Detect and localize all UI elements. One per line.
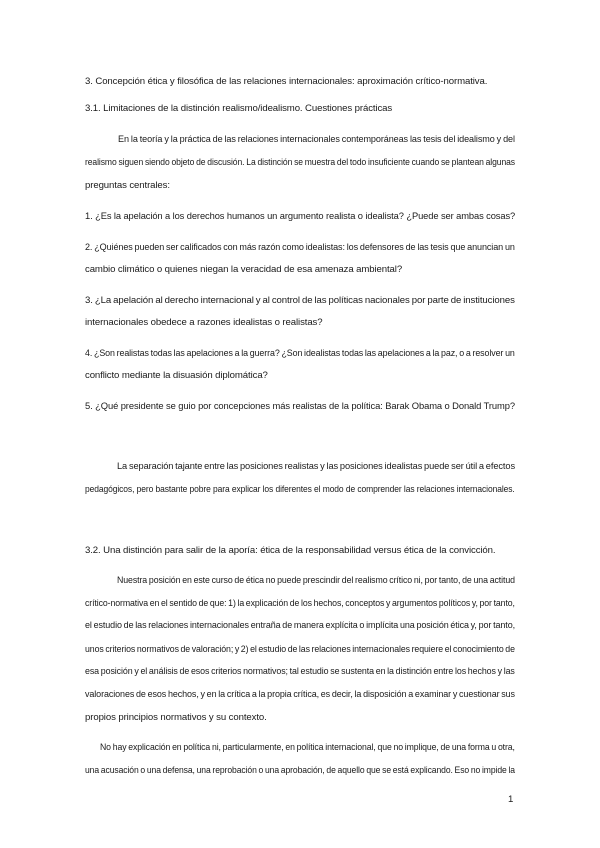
position-paragraph-line: el estudio de las relaciones internacionales entraña de manera explícita o implícita una posición ética y, por tanto,	[85, 620, 515, 631]
explanation-paragraph-line: No hay explicación en política ni, particularmente, en política internacional, que no implique, de una forma u otra,	[100, 742, 515, 753]
intro-paragraph-line: preguntas centrales:	[85, 180, 170, 191]
explanation-paragraph-line: una acusación o una defensa, una reprobación o una aprobación, de aquello que se está explicando. Eso no impide la	[85, 765, 515, 776]
position-paragraph-line: valoraciones de esos hechos, y en la crítica a la propia crítica, es decir, la disposición a examinar y cuestionar sus	[85, 689, 515, 700]
section-heading-3-2-line: 3.2. Una distinción para salir de la aporía: ética de la responsabilidad versus ética de la convicción.	[85, 545, 496, 556]
position-paragraph-line: unos criterios normativos de valoración; y 2) el estudio de las relaciones internacionales requiere el conocimiento de	[85, 644, 515, 655]
section-heading-3-1-line: 3.1. Limitaciones de la distinción realismo/idealismo. Cuestiones prácticas	[85, 103, 393, 114]
intro-paragraph-line: realismo siguen siendo objeto de discusión. La distinción se muestra del todo insuficiente cuando se plantean algunas	[85, 157, 515, 168]
question-4-line: 4. ¿Son realistas todas las apelaciones a la guerra? ¿Son idealistas todas las apelaciones a la paz, o a resolver un	[85, 348, 515, 359]
question-3-line: internacionales obedece a razones idealistas o realistas?	[85, 317, 323, 328]
position-paragraph-line: esa posición y el análisis de esos criterios normativos; tal estudio se sustenta en la distinción entre los hechos y las	[85, 666, 515, 677]
position-paragraph-line: propios principios normativos y su contexto.	[85, 712, 267, 723]
section-heading-3-line: 3. Concepción ética y filosófica de las relaciones internacionales: aproximación crítico-normativa.	[85, 76, 488, 87]
separation-paragraph-line: La separación tajante entre las posiciones realistas y las posiciones idealistas puede ser útil a efectos	[117, 461, 515, 472]
question-4-line: conflicto mediante la disuasión diplomática?	[85, 370, 268, 381]
question-5-line: 5. ¿Qué presidente se guio por concepciones más realistas de la política: Barak Obama o Donald Trump?	[85, 401, 515, 412]
position-paragraph-line: crítico-normativa en el sentido de que: 1) la explicación de los hechos, conceptos y argumentos políticos y, por tanto,	[85, 598, 515, 609]
separation-paragraph-line: pedagógicos, pero bastante pobre para explicar los diferentes el modo de comprender las relaciones internacionales.	[85, 484, 515, 495]
question-2-line: cambio climático o quienes niegan la veracidad de esa amenaza ambiental?	[85, 264, 403, 275]
intro-paragraph-line: En la teoría y la práctica de las relaciones internacionales contemporáneas las tesis del idealismo y del	[118, 134, 515, 145]
page-number: 1	[508, 794, 514, 805]
position-paragraph-line: Nuestra posición en este curso de ética no puede prescindir del realismo crítico ni, por tanto, de una actitud	[117, 575, 515, 586]
question-2-line: 2. ¿Quiénes pueden ser calificados con más razón como idealistas: los defensores de las tesis que anuncian un	[85, 242, 515, 253]
question-3-line: 3. ¿La apelación al derecho internacional y al control de las políticas nacionales por parte de instituciones	[85, 295, 515, 306]
question-1-line: 1. ¿Es la apelación a los derechos humanos un argumento realista o idealista? ¿Puede ser ambas cosas?	[85, 211, 516, 222]
